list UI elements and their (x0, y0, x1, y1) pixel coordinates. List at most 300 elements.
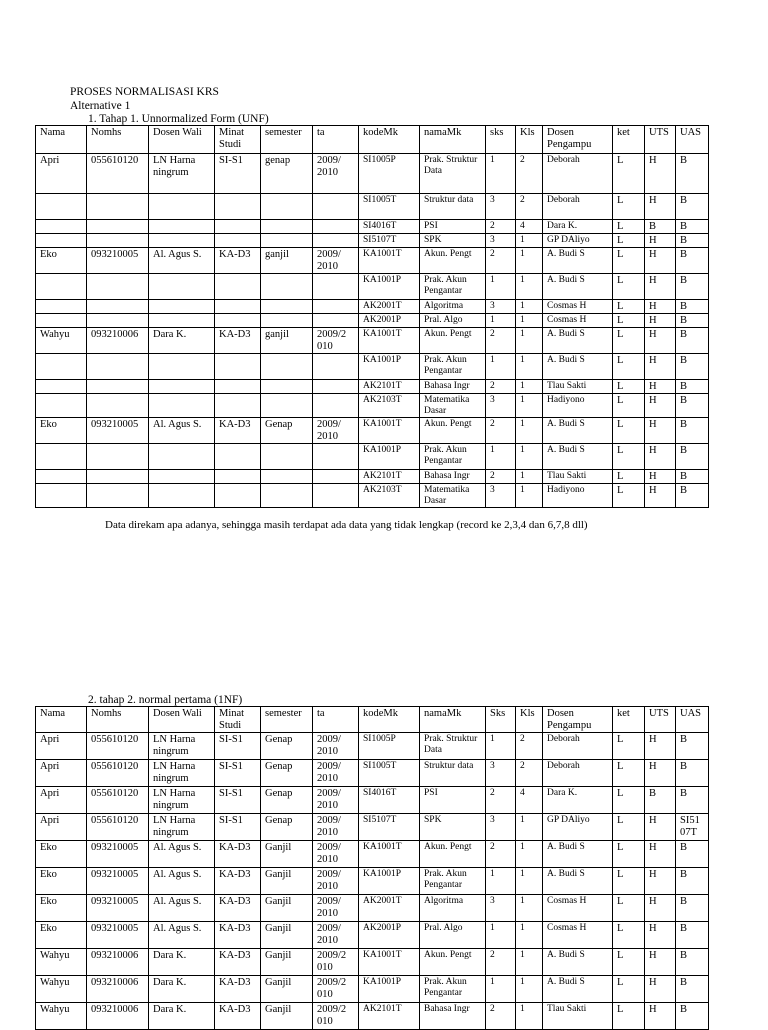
cell-sks: 1 (486, 976, 516, 1003)
cell-ta (313, 194, 359, 220)
cell-kls: 1 (516, 300, 543, 314)
header-nama-mk: namaMk (420, 126, 486, 154)
cell-uts: H (645, 760, 676, 787)
cell-ket: L (613, 314, 645, 328)
document-title: PROSES NORMALISASI KRS (70, 86, 219, 98)
cell-ket: L (613, 444, 645, 470)
cell-uas: B (676, 394, 709, 418)
cell-minat-studi (215, 220, 261, 234)
cell-dosen-pengampu: A. Budi S (543, 976, 613, 1003)
cell-semester (261, 220, 313, 234)
cell-uts: B (645, 220, 676, 234)
cell-nama: Wahyu (36, 949, 87, 976)
header-kls: Kls (516, 126, 543, 154)
cell-kls: 2 (516, 733, 543, 760)
cell-nama-mk: Prak. Akun Pengantar (420, 444, 486, 470)
cell-kode-mk: AK2001T (359, 895, 420, 922)
cell-semester (261, 194, 313, 220)
cell-uts: H (645, 484, 676, 508)
cell-uts: H (645, 314, 676, 328)
cell-dosen-wali: Al. Agus S. (149, 868, 215, 895)
cell-nama: Apri (36, 733, 87, 760)
cell-nomhs: 093210006 (87, 328, 149, 354)
cell-minat-studi (215, 234, 261, 248)
cell-kode-mk: SI5107T (359, 234, 420, 248)
cell-nama-mk: PSI (420, 787, 486, 814)
cell-uas: B (676, 470, 709, 484)
cell-uas: B (676, 380, 709, 394)
cell-sks: 2 (486, 220, 516, 234)
cell-ket: L (613, 300, 645, 314)
cell-uas: B (676, 733, 709, 760)
cell-minat-studi: KA-D3 (215, 949, 261, 976)
cell-kode-mk: KA1001T (359, 841, 420, 868)
header-uts: UTS (645, 707, 676, 733)
cell-ket: L (613, 895, 645, 922)
table-row (36, 895, 709, 922)
cell-sks: 1 (486, 154, 516, 194)
cell-dosen-wali (149, 314, 215, 328)
cell-ta: 2009/ 2010 (313, 733, 359, 760)
step2-heading: 2. tahap 2. normal pertama (1NF) (88, 694, 243, 706)
cell-kode-mk: KA1001P (359, 354, 420, 380)
cell-minat-studi (215, 194, 261, 220)
cell-dosen-pengampu: Hadiyono (543, 484, 613, 508)
cell-ket: L (613, 814, 645, 841)
cell-uas: B (676, 976, 709, 1003)
cell-dosen-pengampu: A. Budi S (543, 418, 613, 444)
cell-ket: L (613, 220, 645, 234)
cell-ta: 2009/ 2010 (313, 760, 359, 787)
cell-ket: L (613, 194, 645, 220)
cell-kls: 1 (516, 314, 543, 328)
cell-nomhs: 055610120 (87, 787, 149, 814)
table-row (36, 868, 709, 895)
cell-kls: 1 (516, 484, 543, 508)
cell-minat-studi: KA-D3 (215, 1003, 261, 1030)
cell-kls: 1 (516, 1003, 543, 1030)
cell-kode-mk: KA1001P (359, 868, 420, 895)
cell-nomhs (87, 234, 149, 248)
table-row (36, 194, 709, 220)
cell-dosen-wali (149, 394, 215, 418)
cell-sks: 2 (486, 841, 516, 868)
cell-minat-studi (215, 354, 261, 380)
cell-minat-studi (215, 444, 261, 470)
header-ta: ta (313, 126, 359, 154)
cell-uas: B (676, 787, 709, 814)
cell-semester: Ganjil (261, 868, 313, 895)
cell-semester (261, 380, 313, 394)
cell-minat-studi: KA-D3 (215, 248, 261, 274)
header-sks: Sks (486, 707, 516, 733)
cell-semester (261, 234, 313, 248)
cell-dosen-pengampu: A. Budi S (543, 949, 613, 976)
cell-uts: H (645, 976, 676, 1003)
cell-uts: H (645, 234, 676, 248)
cell-nama: Eko (36, 248, 87, 274)
cell-ta: 2009/2 010 (313, 1003, 359, 1030)
cell-minat-studi: KA-D3 (215, 976, 261, 1003)
cell-nama-mk: Prak. Akun Pengantar (420, 868, 486, 895)
cell-nama-mk: Akun. Pengt (420, 949, 486, 976)
cell-semester: Genap (261, 733, 313, 760)
cell-uas: B (676, 841, 709, 868)
cell-kls: 1 (516, 976, 543, 1003)
cell-sks: 2 (486, 1003, 516, 1030)
cell-uas: B (676, 444, 709, 470)
cell-dosen-wali: Al. Agus S. (149, 895, 215, 922)
cell-sks: 3 (486, 760, 516, 787)
cell-nama (36, 194, 87, 220)
cell-ta: 2009/ 2010 (313, 248, 359, 274)
cell-dosen-wali (149, 444, 215, 470)
cell-dosen-wali (149, 194, 215, 220)
cell-nama: Eko (36, 895, 87, 922)
cell-ket: L (613, 470, 645, 484)
cell-uas: B (676, 328, 709, 354)
cell-uts: H (645, 328, 676, 354)
cell-nama (36, 470, 87, 484)
cell-minat-studi: SI-S1 (215, 814, 261, 841)
cell-nama: Eko (36, 841, 87, 868)
cell-kls: 1 (516, 394, 543, 418)
cell-semester (261, 354, 313, 380)
cell-uas: SI51 07T (676, 814, 709, 841)
header-sks: sks (486, 126, 516, 154)
cell-uts: H (645, 841, 676, 868)
cell-ta (313, 314, 359, 328)
cell-nama-mk: Akun. Pengt (420, 418, 486, 444)
cell-uts: H (645, 248, 676, 274)
table-row (36, 841, 709, 868)
cell-nama-mk: PSI (420, 220, 486, 234)
cell-dosen-wali (149, 234, 215, 248)
cell-kls: 1 (516, 814, 543, 841)
cell-uts: H (645, 300, 676, 314)
cell-semester: Ganjil (261, 841, 313, 868)
cell-minat-studi (215, 484, 261, 508)
cell-kode-mk: KA1001P (359, 976, 420, 1003)
cell-ket: L (613, 1003, 645, 1030)
cell-semester: ganjil (261, 328, 313, 354)
cell-kls: 1 (516, 354, 543, 380)
cell-nomhs: 093210005 (87, 922, 149, 949)
cell-ta: 2009/2 010 (313, 328, 359, 354)
header-uas: UAS (676, 707, 709, 733)
cell-ta (313, 470, 359, 484)
cell-uts: H (645, 274, 676, 300)
table-row (36, 470, 709, 484)
cell-ket: L (613, 733, 645, 760)
cell-semester: Ganjil (261, 895, 313, 922)
cell-nomhs (87, 194, 149, 220)
cell-sks: 3 (486, 234, 516, 248)
cell-ta (313, 394, 359, 418)
cell-ta: 2009/ 2010 (313, 841, 359, 868)
cell-dosen-pengampu: Deborah (543, 733, 613, 760)
cell-dosen-pengampu: A. Budi S (543, 248, 613, 274)
cell-ket: L (613, 787, 645, 814)
cell-kode-mk: AK2101T (359, 380, 420, 394)
cell-uts: H (645, 380, 676, 394)
cell-nomhs: 093210006 (87, 1003, 149, 1030)
unf-table (35, 125, 709, 508)
cell-nomhs (87, 220, 149, 234)
cell-semester: Ganjil (261, 976, 313, 1003)
cell-ket: L (613, 922, 645, 949)
cell-minat-studi (215, 300, 261, 314)
cell-nama: Apri (36, 154, 87, 194)
cell-nama: Wahyu (36, 1003, 87, 1030)
cell-nama: Wahyu (36, 976, 87, 1003)
cell-nomhs: 055610120 (87, 154, 149, 194)
cell-nama-mk: Algoritma (420, 895, 486, 922)
table-row (36, 814, 709, 841)
cell-kode-mk: KA1001T (359, 328, 420, 354)
cell-ket: L (613, 418, 645, 444)
header-nama-mk: namaMk (420, 707, 486, 733)
cell-nama: Apri (36, 814, 87, 841)
cell-nama-mk: Pral. Algo (420, 314, 486, 328)
header-ket: ket (613, 126, 645, 154)
cell-nama (36, 444, 87, 470)
cell-ket: L (613, 394, 645, 418)
cell-nama (36, 380, 87, 394)
cell-kode-mk: AK2101T (359, 1003, 420, 1030)
cell-nomhs: 093210005 (87, 248, 149, 274)
cell-ket: L (613, 354, 645, 380)
cell-dosen-wali: Dara K. (149, 328, 215, 354)
header-ta: ta (313, 707, 359, 733)
cell-kls: 2 (516, 760, 543, 787)
cell-nama (36, 484, 87, 508)
cell-nama-mk: Bahasa Ingr (420, 470, 486, 484)
cell-nomhs: 093210005 (87, 895, 149, 922)
cell-nomhs (87, 484, 149, 508)
cell-minat-studi: KA-D3 (215, 328, 261, 354)
cell-nama (36, 220, 87, 234)
cell-semester: Genap (261, 760, 313, 787)
cell-uas: B (676, 194, 709, 220)
cell-dosen-pengampu: A. Budi S (543, 841, 613, 868)
header-kode-mk: kodeMk (359, 126, 420, 154)
header-kode-mk: kodeMk (359, 707, 420, 733)
cell-sks: 2 (486, 787, 516, 814)
cell-uts: H (645, 470, 676, 484)
cell-ta (313, 354, 359, 380)
cell-uts: H (645, 194, 676, 220)
cell-nomhs (87, 314, 149, 328)
cell-minat-studi: SI-S1 (215, 787, 261, 814)
cell-dosen-pengampu: Deborah (543, 154, 613, 194)
cell-dosen-wali: Al. Agus S. (149, 418, 215, 444)
cell-dosen-pengampu: GP DAliyo (543, 234, 613, 248)
cell-kls: 1 (516, 444, 543, 470)
cell-nama-mk: Akun. Pengt (420, 328, 486, 354)
cell-ta (313, 274, 359, 300)
cell-dosen-pengampu: Cosmas H (543, 922, 613, 949)
cell-dosen-wali: Dara K. (149, 1003, 215, 1030)
cell-dosen-pengampu: Dara K. (543, 787, 613, 814)
step1-heading: 1. Tahap 1. Unnormalized Form (UNF) (88, 113, 269, 125)
cell-ta: 2009/ 2010 (313, 868, 359, 895)
cell-nama-mk: Matematika Dasar (420, 394, 486, 418)
cell-ket: L (613, 234, 645, 248)
cell-nama-mk: SPK (420, 814, 486, 841)
header-dosen-pengampu: Dosen Pengampu (543, 126, 613, 154)
cell-minat-studi: KA-D3 (215, 418, 261, 444)
cell-uas: B (676, 868, 709, 895)
cell-uas: B (676, 484, 709, 508)
cell-nama-mk: Akun. Pengt (420, 841, 486, 868)
cell-nama-mk: Bahasa Ingr (420, 380, 486, 394)
cell-semester (261, 484, 313, 508)
cell-nomhs: 055610120 (87, 760, 149, 787)
cell-nama-mk: Prak. Akun Pengantar (420, 354, 486, 380)
alternative-label: Alternative 1 (70, 100, 131, 112)
table-row (36, 394, 709, 418)
cell-dosen-wali: Dara K. (149, 949, 215, 976)
cell-minat-studi: SI-S1 (215, 154, 261, 194)
cell-uts: B (645, 787, 676, 814)
cell-sks: 3 (486, 194, 516, 220)
cell-ta (313, 380, 359, 394)
table-row (36, 354, 709, 380)
cell-dosen-wali: LN Harna ningrum (149, 787, 215, 814)
cell-nama-mk: Pral. Algo (420, 922, 486, 949)
cell-kls: 2 (516, 154, 543, 194)
cell-semester: ganjil (261, 248, 313, 274)
cell-nomhs: 055610120 (87, 733, 149, 760)
cell-sks: 1 (486, 274, 516, 300)
cell-nama-mk: Prak. Struktur Data (420, 154, 486, 194)
cell-kode-mk: SI1005T (359, 194, 420, 220)
cell-semester (261, 444, 313, 470)
header-dosen-wali: Dosen Wali (149, 126, 215, 154)
cell-minat-studi (215, 394, 261, 418)
cell-uts: H (645, 868, 676, 895)
cell-kls: 4 (516, 220, 543, 234)
cell-dosen-pengampu: A. Budi S (543, 354, 613, 380)
cell-uts: H (645, 354, 676, 380)
cell-dosen-pengampu: Deborah (543, 760, 613, 787)
cell-sks: 1 (486, 444, 516, 470)
cell-kode-mk: AK2103T (359, 394, 420, 418)
cell-dosen-wali: Al. Agus S. (149, 841, 215, 868)
cell-semester (261, 300, 313, 314)
cell-semester (261, 314, 313, 328)
table-row (36, 314, 709, 328)
cell-ket: L (613, 949, 645, 976)
cell-uas: B (676, 1003, 709, 1030)
cell-nama (36, 354, 87, 380)
cell-dosen-pengampu: A. Budi S (543, 444, 613, 470)
cell-dosen-pengampu: Tlau Sakti (543, 380, 613, 394)
cell-ket: L (613, 274, 645, 300)
cell-nama-mk: SPK (420, 234, 486, 248)
cell-kls: 1 (516, 868, 543, 895)
cell-dosen-pengampu: Hadiyono (543, 394, 613, 418)
cell-minat-studi: KA-D3 (215, 922, 261, 949)
cell-kls: 4 (516, 787, 543, 814)
cell-kode-mk: SI4016T (359, 220, 420, 234)
cell-nomhs (87, 300, 149, 314)
header-row (36, 126, 709, 154)
table-row (36, 484, 709, 508)
cell-kode-mk: SI1005T (359, 760, 420, 787)
cell-kode-mk: KA1001P (359, 274, 420, 300)
cell-ket: L (613, 328, 645, 354)
cell-sks: 1 (486, 922, 516, 949)
header-nama: Nama (36, 707, 87, 733)
cell-dosen-wali: Al. Agus S. (149, 922, 215, 949)
cell-nomhs (87, 444, 149, 470)
table-row (36, 274, 709, 300)
cell-nama-mk: Prak. Akun Pengantar (420, 976, 486, 1003)
cell-kls: 1 (516, 895, 543, 922)
cell-uas: B (676, 154, 709, 194)
cell-uts: H (645, 949, 676, 976)
cell-kls: 1 (516, 248, 543, 274)
cell-dosen-wali: LN Harna ningrum (149, 733, 215, 760)
cell-uas: B (676, 234, 709, 248)
cell-dosen-pengampu: Cosmas H (543, 300, 613, 314)
cell-uas: B (676, 949, 709, 976)
cell-ta: 2009/ 2010 (313, 154, 359, 194)
cell-dosen-pengampu: A. Budi S (543, 274, 613, 300)
cell-sks: 1 (486, 868, 516, 895)
cell-nama-mk: Prak. Akun Pengantar (420, 274, 486, 300)
header-minat-studi: Minat Studi (215, 126, 261, 154)
cell-uas: B (676, 895, 709, 922)
cell-nama: Wahyu (36, 328, 87, 354)
header-nama: Nama (36, 126, 87, 154)
cell-kode-mk: KA1001P (359, 444, 420, 470)
cell-semester: Ganjil (261, 949, 313, 976)
cell-dosen-wali: Dara K. (149, 976, 215, 1003)
table-row (36, 922, 709, 949)
cell-kode-mk: KA1001T (359, 949, 420, 976)
cell-dosen-pengampu: A. Budi S (543, 868, 613, 895)
cell-nomhs (87, 394, 149, 418)
cell-nomhs: 093210005 (87, 841, 149, 868)
header-minat-studi: Minat Studi (215, 707, 261, 733)
table-row (36, 976, 709, 1003)
header-uas: UAS (676, 126, 709, 154)
header-uts: UTS (645, 126, 676, 154)
cell-kls: 2 (516, 194, 543, 220)
cell-kode-mk: SI1005P (359, 154, 420, 194)
header-ket: ket (613, 707, 645, 733)
cell-kode-mk: SI5107T (359, 814, 420, 841)
cell-nama (36, 394, 87, 418)
cell-dosen-wali: LN Harna ningrum (149, 760, 215, 787)
cell-nomhs: 093210006 (87, 949, 149, 976)
cell-dosen-pengampu: Cosmas H (543, 314, 613, 328)
cell-nama-mk: Struktur data (420, 194, 486, 220)
cell-minat-studi: KA-D3 (215, 868, 261, 895)
header-nomhs: Nomhs (87, 126, 149, 154)
cell-ta: 2009/ 2010 (313, 895, 359, 922)
table-row (36, 733, 709, 760)
cell-nama (36, 234, 87, 248)
cell-nama-mk: Akun. Pengt (420, 248, 486, 274)
cell-uts: H (645, 1003, 676, 1030)
cell-semester: Ganjil (261, 922, 313, 949)
cell-nama (36, 274, 87, 300)
cell-nomhs (87, 470, 149, 484)
